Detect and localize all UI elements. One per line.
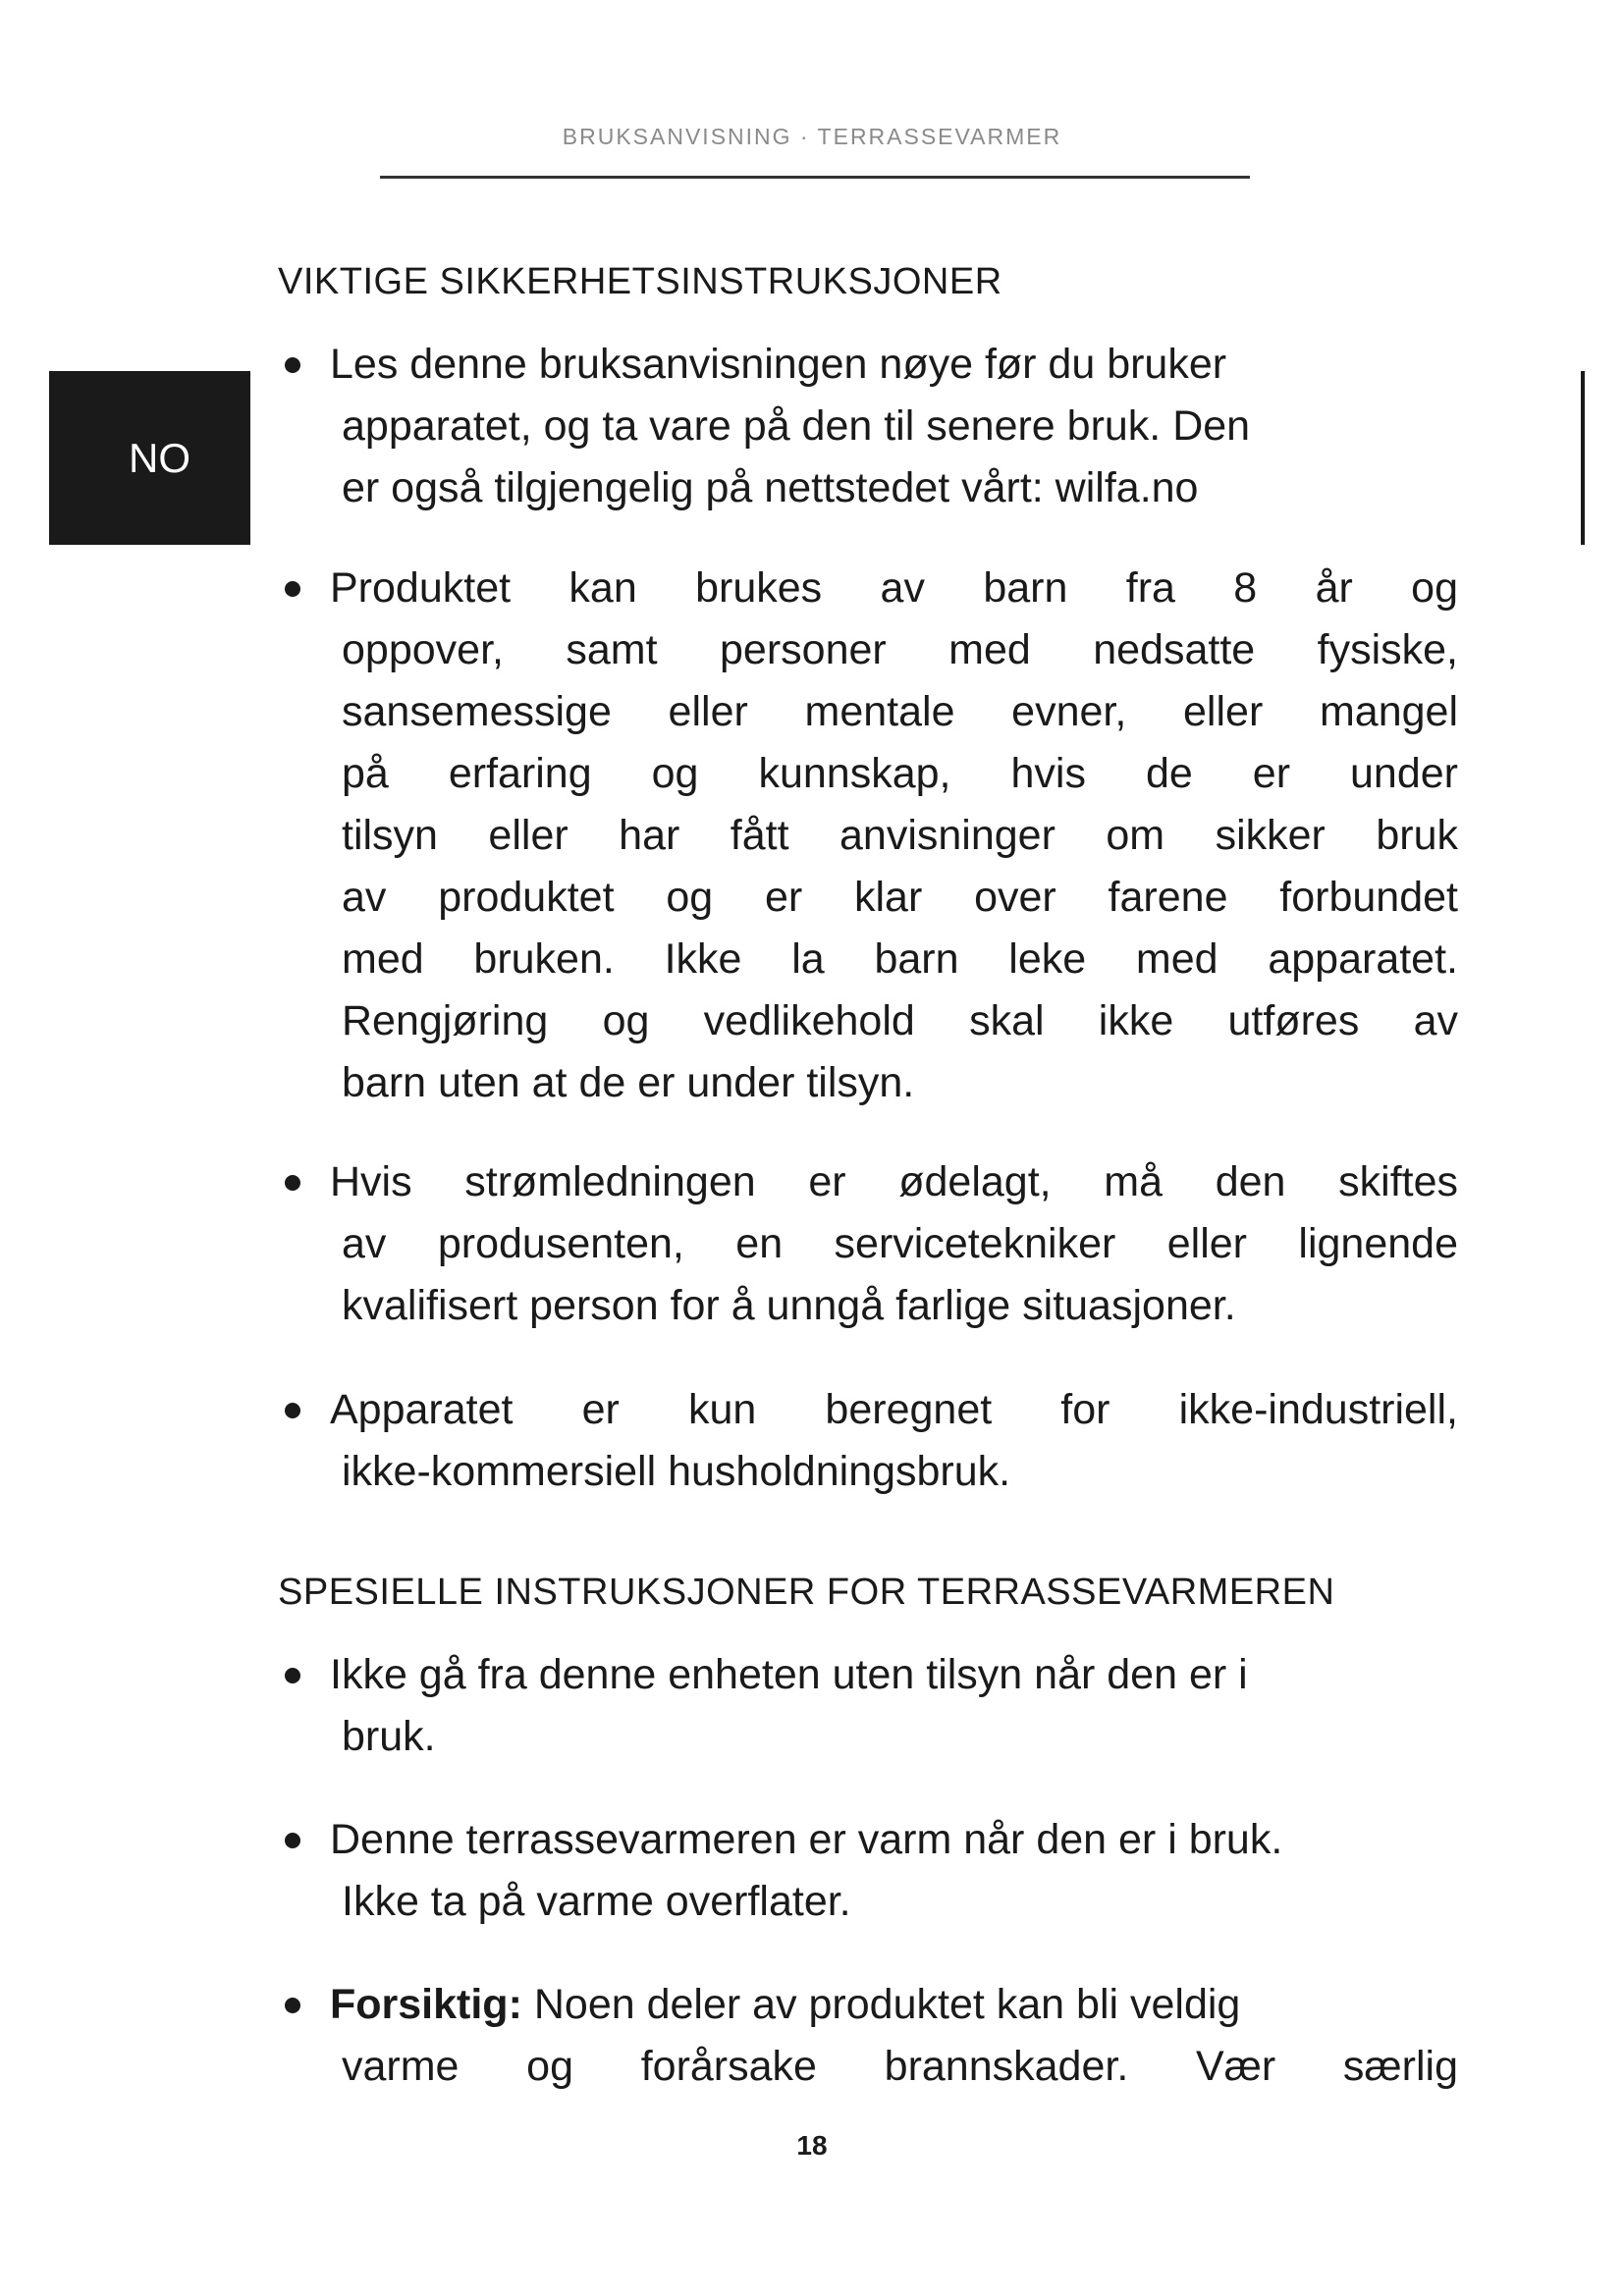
- list-item: [330, 334, 1458, 519]
- text-line: med bruken. Ikke la barn leke med apparatet.: [342, 935, 1458, 983]
- list-item: [330, 1809, 1458, 1933]
- text-line: Rengjøring og vedlikehold skal ikke utføres av: [342, 997, 1458, 1044]
- text-line: Hvis strømledningen er ødelagt, må den skiftes: [330, 1158, 1458, 1205]
- text-line: varme og forårsake brannskader. Vær særlig: [342, 2043, 1458, 2090]
- bullet-icon: [285, 357, 300, 373]
- language-tab-label: NO: [129, 434, 190, 481]
- text-line: er også tilgjengelig på nettstedet vårt: wilfa.no: [342, 464, 1199, 511]
- text-line: apparatet, og ta vare på den til senere bruk. Den: [342, 402, 1251, 450]
- bullet-icon: [285, 1403, 300, 1418]
- text-line: tilsyn eller har fått anvisninger om sikker bruk: [342, 812, 1458, 859]
- header-rule: [380, 176, 1250, 179]
- text-line: bruk.: [342, 1713, 436, 1760]
- text-line: oppover, samt personer med nedsatte fysiske,: [342, 626, 1458, 673]
- caution-label: Forsiktig:: [330, 1981, 522, 2028]
- running-header: BRUKSANVISNING · TERRASSEVARMER: [562, 124, 1062, 149]
- page-number: 18: [796, 2130, 828, 2161]
- text-line: på erfaring og kunnskap, hvis de er under: [342, 750, 1458, 797]
- text-line: av produktet og er klar over farene forbundet: [342, 874, 1458, 921]
- text-line: Produktet kan brukes av barn fra 8 år og: [330, 564, 1458, 612]
- language-tab: [49, 371, 250, 545]
- section-heading-special: SPESIELLE INSTRUKSJONER FOR TERRASSEVARMEREN: [278, 1572, 1335, 1613]
- text-line: barn uten at de er under tilsyn.: [342, 1059, 915, 1106]
- text-line: ikke-kommersiell husholdningsbruk.: [342, 1448, 1011, 1495]
- text-line: Les denne bruksanvisningen nøye før du bruker: [330, 341, 1227, 388]
- section-heading-safety: VIKTIGE SIKKERHETSINSTRUKSJONER: [278, 261, 1002, 302]
- section-marker-bar: [1581, 371, 1585, 545]
- bullet-icon: [285, 1175, 300, 1191]
- text-line: Denne terrassevarmeren er varm når den er i bruk.: [330, 1816, 1283, 1863]
- text-line: sansemessige eller mentale evner, eller mangel: [342, 688, 1458, 735]
- bullet-icon: [285, 1668, 300, 1683]
- text-line: kvalifisert person for å unngå farlige situasjoner.: [342, 1282, 1236, 1329]
- bullet-icon: [285, 1833, 300, 1848]
- text-line: av produsenten, en servicetekniker eller lignende: [342, 1220, 1458, 1267]
- text-line: Ikke gå fra denne enheten uten tilsyn når den er i: [330, 1651, 1248, 1698]
- list-item: [330, 1644, 1458, 1768]
- text-line: Noen deler av produktet kan bli veldig: [521, 1981, 1241, 2028]
- bullet-icon: [285, 1998, 300, 2013]
- list-item: [330, 1151, 1458, 1337]
- text-line: Ikke ta på varme overflater.: [342, 1878, 851, 1925]
- text-line: Apparatet er kun beregnet for ikke-industriell,: [330, 1386, 1458, 1433]
- list-item: [330, 1974, 1458, 2098]
- bullet-icon: [285, 581, 300, 597]
- list-item: [330, 1379, 1458, 1503]
- list-item: [330, 558, 1458, 1114]
